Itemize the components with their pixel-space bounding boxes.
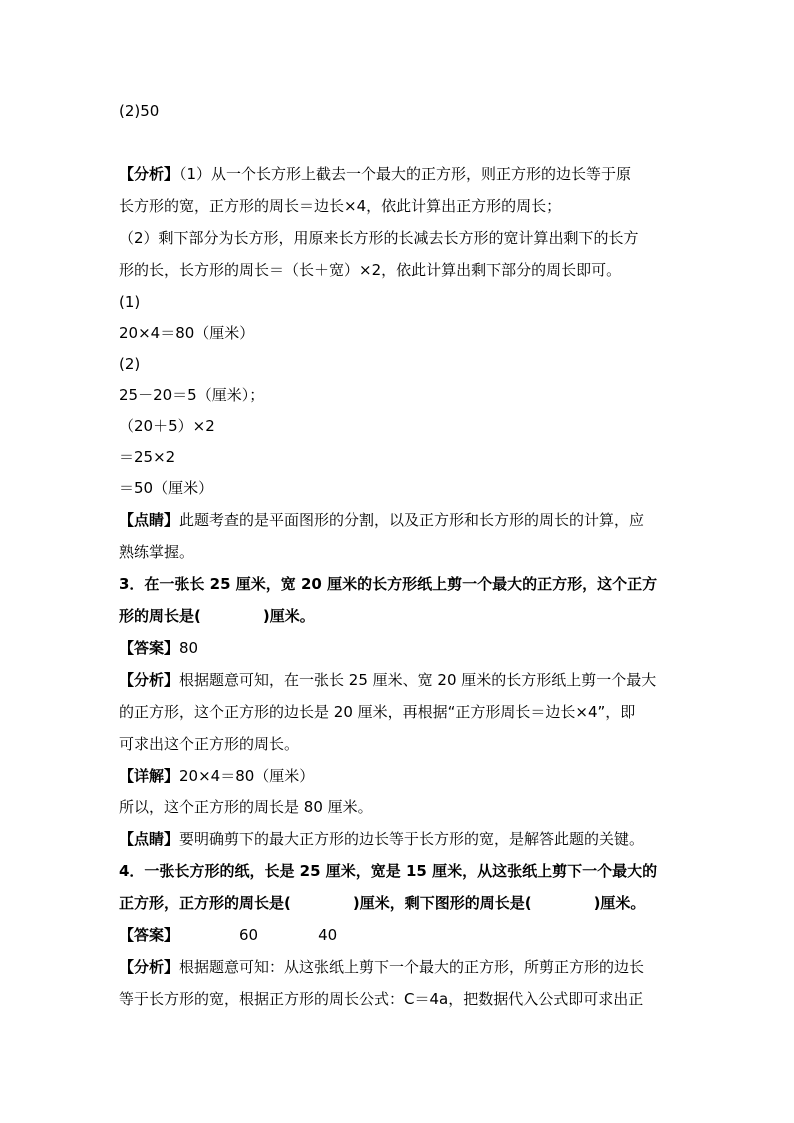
answer-line [119, 925, 679, 945]
text: 根据题意可知：从这张纸上剪下一个最大的正方形，所剪正方形的边长 [179, 958, 645, 976]
analysis-line [119, 957, 679, 977]
equation-line [119, 323, 679, 343]
text: (2)50 [119, 102, 160, 120]
equation-line [119, 416, 679, 436]
text: )厘米。 [593, 894, 646, 912]
analysis-line [119, 164, 679, 184]
detail-line [119, 766, 679, 786]
text: ＝25×2 [119, 448, 176, 466]
section-tag-analysis: 【分析】 [119, 671, 180, 689]
comment-line [119, 829, 679, 849]
text: （1）从一个长方形上截去一个最大的正方形，则正方形的边长等于原 [179, 165, 632, 183]
text: 20×4＝80（厘米） [179, 767, 315, 785]
text: 形的长，长方形的周长＝（长＋宽）×2，依此计算出剩下部分的周长即可。 [119, 261, 622, 279]
answer-line-2 [119, 101, 679, 121]
text: 熟练掌握。 [119, 543, 195, 561]
text-line [119, 542, 679, 562]
text-line [119, 228, 679, 248]
section-tag-detail: 【详解】 [119, 767, 180, 785]
text: 所以，这个正方形的周长是 80 厘米。 [119, 798, 373, 816]
answer-line [119, 638, 679, 658]
question-4-line [119, 893, 679, 913]
text: (2) [119, 355, 141, 373]
text: 等于长方形的宽，根据正方形的周长公式：C＝4a，把数据代入公式即可求出正 [119, 990, 644, 1008]
section-tag-analysis: 【分析】 [119, 165, 180, 183]
text: 长方形的宽，正方形的周长＝边长×4，依此计算出正方形的周长； [119, 197, 562, 215]
answer-value: 40 [318, 926, 338, 944]
answer-value: 60 [239, 926, 259, 944]
analysis-line [119, 670, 679, 690]
text-line [119, 989, 679, 1009]
comment-line [119, 510, 679, 530]
text: 形的周长是( [119, 607, 201, 625]
text: 20×4＝80（厘米） [119, 324, 255, 342]
text-line [119, 260, 679, 280]
text: （20＋5）×2 [119, 417, 215, 435]
text: 要明确剪下的最大正方形的边长等于长方形的宽，是解答此题的关键。 [179, 830, 645, 848]
equation-line [119, 385, 679, 405]
section-tag-answer: 【答案】 [119, 926, 180, 944]
question-3-line [119, 574, 679, 594]
answer-value: 80 [179, 639, 199, 657]
text: 25－20＝5（厘米）； [119, 386, 265, 404]
text-line [119, 797, 679, 817]
text: 的正方形，这个正方形的边长是 20 厘米，再根据“正方形周长＝边长×4”，即 [119, 703, 636, 721]
question-4-line [119, 861, 679, 881]
text-line [119, 292, 679, 312]
text-line [119, 196, 679, 216]
text-line [119, 734, 679, 754]
question-4: 4．一张长方形的纸，长是 25 厘米，宽是 15 厘米，从这张纸上剪下一个最大的 [119, 862, 658, 880]
text: 可求出这个正方形的周长。 [119, 735, 300, 753]
section-tag-comment: 【点睛】 [119, 830, 180, 848]
text: )厘米。 [262, 607, 315, 625]
text: (1) [119, 293, 141, 311]
text-line [119, 354, 679, 374]
section-tag-answer: 【答案】 [119, 639, 180, 657]
equation-line [119, 447, 679, 467]
section-tag-analysis: 【分析】 [119, 958, 180, 976]
text: 正方形，正方形的周长是( [119, 894, 291, 912]
text: 根据题意可知，在一张长 25 厘米、宽 20 厘米的长方形纸上剪一个最大 [179, 671, 657, 689]
question-3: 3．在一张长 25 厘米，宽 20 厘米的长方形纸上剪一个最大的正方形，这个正方 [119, 575, 658, 593]
text: 此题考查的是平面图形的分割，以及正方形和长方形的周长的计算，应 [179, 511, 645, 529]
text: ＝50（厘米） [119, 479, 214, 497]
section-tag-comment: 【点睛】 [119, 511, 180, 529]
text-line [119, 702, 679, 722]
question-3-line [119, 606, 679, 626]
text: )厘米，剩下图形的周长是( [352, 894, 532, 912]
text: （2）剩下部分为长方形，用原来长方形的长减去长方形的宽计算出剩下的长方 [119, 229, 639, 247]
equation-line [119, 478, 679, 498]
